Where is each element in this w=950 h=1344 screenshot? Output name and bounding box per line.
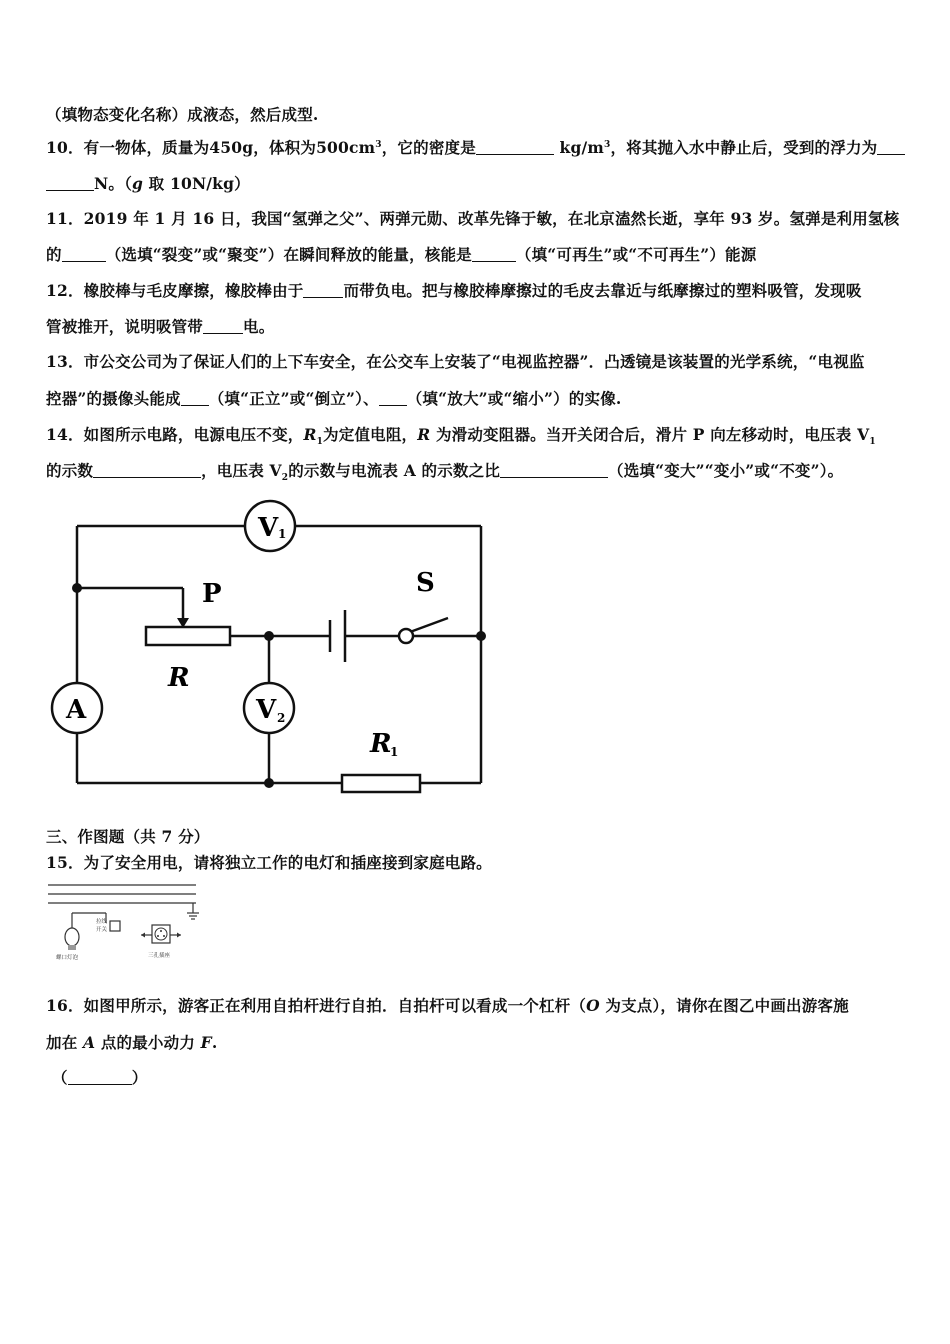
junction-node <box>476 631 486 641</box>
socket-hole <box>163 935 165 937</box>
pull-switch-icon <box>110 921 120 931</box>
resistor-r1 <box>342 775 420 792</box>
q13-text-1: 13．市公交公司为了保证人们的上下车安全，在公交车上安装了“电视监控器”．凸透镜是该装置的光学系统，“电视监 <box>46 352 865 371</box>
question-10-line-2 <box>46 172 250 194</box>
q12-blank-2[interactable] <box>203 319 243 334</box>
q11-blank-2[interactable] <box>472 247 516 262</box>
q16-answer-blank[interactable] <box>68 1070 132 1085</box>
junction-node <box>264 631 274 641</box>
switch-caption-1: 拉线 <box>96 919 108 925</box>
question-12-line-1 <box>46 279 862 301</box>
q14-text-6: 的示数与电流表 A 的示数之比 <box>288 461 501 480</box>
question-16-line-1 <box>46 994 849 1016</box>
q14-v2-subscript: 2 <box>281 473 289 484</box>
slider-p-label: P <box>202 579 222 609</box>
q10-g-symbol: g <box>132 174 144 193</box>
text-line-intro <box>46 103 319 125</box>
question-13-line-1 <box>46 350 865 372</box>
section-3-heading <box>46 825 209 847</box>
q13-text-2: 控器”的摄像头能成 <box>46 389 181 408</box>
socket-hole <box>157 935 159 937</box>
v1-label: V <box>258 513 279 543</box>
q14-text-1: 14．如图所示电路，电源电压不变， <box>46 425 304 444</box>
junction-node <box>72 583 82 593</box>
socket-caption: 三孔插座 <box>148 953 171 959</box>
q13-blank-1[interactable] <box>181 391 209 406</box>
arrow-icon <box>177 933 181 938</box>
question-13-line-2 <box>46 387 622 409</box>
q16-paren-close: ） <box>131 1068 148 1087</box>
q16-a-symbol: A <box>83 1033 96 1052</box>
question-16-answer <box>52 1066 147 1088</box>
q14-blank-2[interactable] <box>500 463 608 478</box>
q14-text-5: ，电压表 V <box>201 461 282 480</box>
q10-text-1: 10．有一物体，质量为450g，体积为500cm <box>46 138 376 157</box>
v2-label: V <box>256 695 277 725</box>
q14-r1-subscript: 1 <box>316 437 324 448</box>
q16-text-4: 点的最小动力 <box>95 1033 201 1052</box>
v2-subscript: 2 <box>277 711 286 725</box>
question-10-line-1: 10．有一物体，质量为450g，体积为$500cm^3$，它的密度是 $kg/m^3$，将其抛入水中静止后，受到的浮力为 <box>46 136 905 158</box>
intro-text: （填物态变化名称）成液态，然后成型. <box>46 105 319 124</box>
q14-text-7: （选填“变大”“变小”或“不变”）。 <box>608 461 844 480</box>
q10-density-blank[interactable] <box>476 140 554 155</box>
switch-pivot <box>399 629 413 643</box>
question-16-line-2 <box>46 1031 217 1053</box>
q16-text-2: 为支点），请你在图乙中画出游客施 <box>599 996 849 1015</box>
r1-subscript: 1 <box>390 745 399 759</box>
q10-buoyancy-blank-1[interactable] <box>877 140 905 155</box>
q14-blank-1[interactable] <box>93 463 201 478</box>
question-11-line-1 <box>46 207 899 229</box>
lamp-base <box>68 945 76 950</box>
q15-text: 15．为了安全用电，请将独立工作的电灯和插座接到家庭电路。 <box>46 853 492 872</box>
q12-text-4: 电。 <box>243 317 275 336</box>
rheostat-r <box>146 627 230 645</box>
q14-text-2: 为定值电阻， <box>323 425 418 444</box>
q12-text-1: 12．橡胶棒与毛皮摩擦，橡胶棒由于 <box>46 281 304 300</box>
q16-text-5: . <box>211 1033 218 1052</box>
circuit-diagram <box>40 490 510 810</box>
q14-r-symbol: R <box>417 425 431 444</box>
question-12-line-2 <box>46 315 274 337</box>
q11-text-4: （填“可再生”或“不可再生”）能源 <box>515 245 757 264</box>
q16-f-symbol: F <box>200 1033 212 1052</box>
q10-text-5: 取 10N/kg） <box>143 174 250 193</box>
q16-paren-open: （ <box>52 1068 68 1087</box>
rheostat-r-label: R <box>168 663 190 693</box>
q10-text-2: ，它的密度是 <box>381 138 476 157</box>
q11-text-3: （选填“裂变”或“聚变”）在瞬间释放的能量，核能是 <box>105 245 472 264</box>
q10-unit: kg/m <box>553 138 604 157</box>
switch-caption-2: 开关 <box>96 927 108 933</box>
q11-text-1: 11．2019 年 1 月 16 日，我国“氢弹之父”、两弹元勋、改革先锋于敏，在北京溘然长逝，享年 93 岁。氢弹是利用氢核 <box>46 209 900 228</box>
v1-subscript: 1 <box>278 527 287 541</box>
q14-text-3: 为滑动变阻器。当开关闭合后，滑片 P 向左移动时，电压表 V <box>430 425 870 444</box>
q16-text-1: 16．如图甲所示，游客正在利用自拍杆进行自拍．自拍杆可以看成一个杠杆（ <box>46 996 587 1015</box>
question-15-line <box>46 851 492 873</box>
q13-text-3: （填“正立”或“倒立”）、 <box>208 389 379 408</box>
q13-text-4: （填“放大”或“缩小”）的实像. <box>406 389 622 408</box>
q14-v1-subscript: 1 <box>869 437 876 448</box>
question-11-line-2 <box>46 243 756 265</box>
q10-text-3: ，将其抛入水中静止后，受到的浮力为 <box>610 138 878 157</box>
q16-o-symbol: O <box>586 996 600 1015</box>
socket-hole <box>160 930 162 932</box>
q16-text-3: 加在 <box>46 1033 83 1052</box>
q13-blank-2[interactable] <box>379 391 407 406</box>
q10-buoyancy-blank-2[interactable] <box>46 176 94 191</box>
lamp-bulb-icon <box>65 928 79 946</box>
q14-text-4: 的示数 <box>46 461 94 480</box>
section-3-text: 三、作图题（共 7 分） <box>46 827 210 846</box>
lamp-caption: 螺口灯泡 <box>56 955 79 961</box>
q11-blank-1[interactable] <box>62 247 106 262</box>
house-circuit-figure <box>46 879 206 964</box>
q14-r1-symbol: R <box>303 425 317 444</box>
switch-s-label: S <box>416 568 435 598</box>
q10-text-4: N。（ <box>94 174 133 193</box>
q11-text-2: 的 <box>46 245 62 264</box>
socket-face <box>155 928 167 940</box>
q12-text-2: 而带负电。把与橡胶棒摩擦过的毛皮去靠近与纸摩擦过的塑料吸管，发现吸 <box>343 281 862 300</box>
r1-label: R <box>370 729 392 759</box>
q12-text-3: 管被推开，说明吸管带 <box>46 317 204 336</box>
junction-node <box>264 778 274 788</box>
question-14-line-1 <box>46 423 876 447</box>
q12-blank-1[interactable] <box>303 283 343 298</box>
question-14-line-2 <box>46 459 843 483</box>
ammeter-label: A <box>66 695 87 725</box>
arrow-icon <box>141 933 145 938</box>
